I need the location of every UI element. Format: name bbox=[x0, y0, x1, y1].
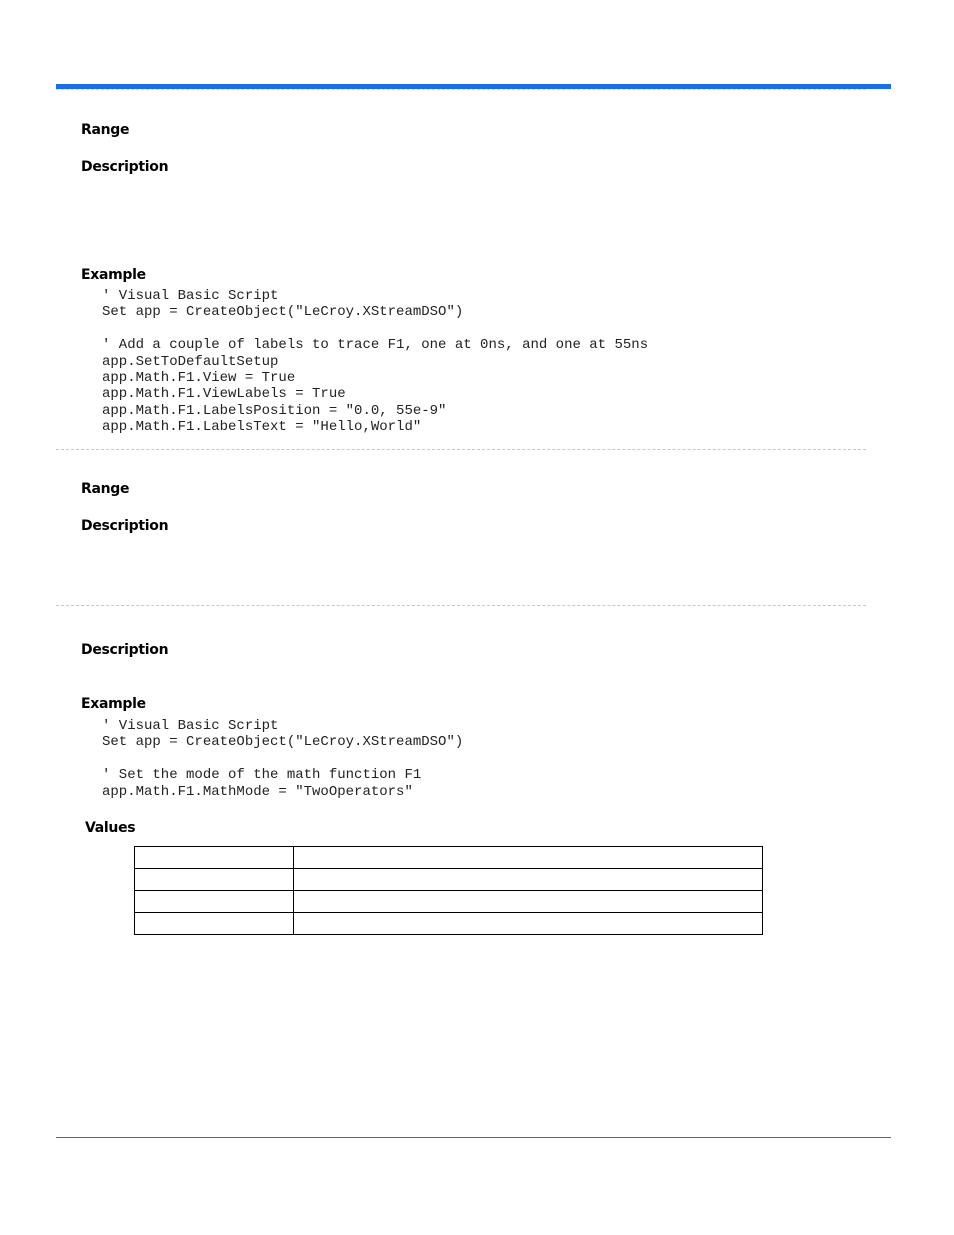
values-heading: Values bbox=[85, 820, 136, 836]
header-dashed-divider bbox=[56, 89, 866, 90]
range-heading: Range bbox=[81, 122, 130, 138]
table-row bbox=[135, 891, 763, 913]
example-heading: Example bbox=[81, 696, 146, 712]
table-cell bbox=[135, 869, 294, 891]
description-heading: Description bbox=[81, 518, 169, 534]
table-row bbox=[135, 869, 763, 891]
table-row bbox=[135, 847, 763, 869]
range-heading: Range bbox=[81, 481, 130, 497]
table-cell bbox=[135, 891, 294, 913]
table-row bbox=[135, 913, 763, 935]
footer-rule bbox=[56, 1137, 891, 1138]
section-divider bbox=[56, 449, 866, 450]
example-heading: Example bbox=[81, 267, 146, 283]
description-heading: Description bbox=[81, 642, 169, 658]
description-heading: Description bbox=[81, 159, 169, 175]
code-example-mathmode: ' Visual Basic Script Set app = CreateObject("LeCroy.XStreamDSO") ' Set the mode of the math function F1 app.Math.F1.MathMode = "TwoOperators" bbox=[102, 718, 464, 800]
table-cell bbox=[294, 891, 763, 913]
table-cell bbox=[135, 847, 294, 869]
code-example-labels: ' Visual Basic Script Set app = CreateObject("LeCroy.XStreamDSO") ' Add a couple of labels to trace F1, one at 0ns, and one at 55ns app.SetToDefaultSetup app.Math.F1.View = True app.Math.F1.ViewLabels = True app.Math.F1.LabelsPosition = "0.0, 55e-9" app.Math.F1.LabelsText = "Hello,World" bbox=[102, 288, 649, 436]
values-table bbox=[134, 846, 763, 935]
section-divider bbox=[56, 605, 866, 606]
table-cell bbox=[294, 913, 763, 935]
table-cell bbox=[294, 869, 763, 891]
table-cell bbox=[294, 847, 763, 869]
table-cell bbox=[135, 913, 294, 935]
